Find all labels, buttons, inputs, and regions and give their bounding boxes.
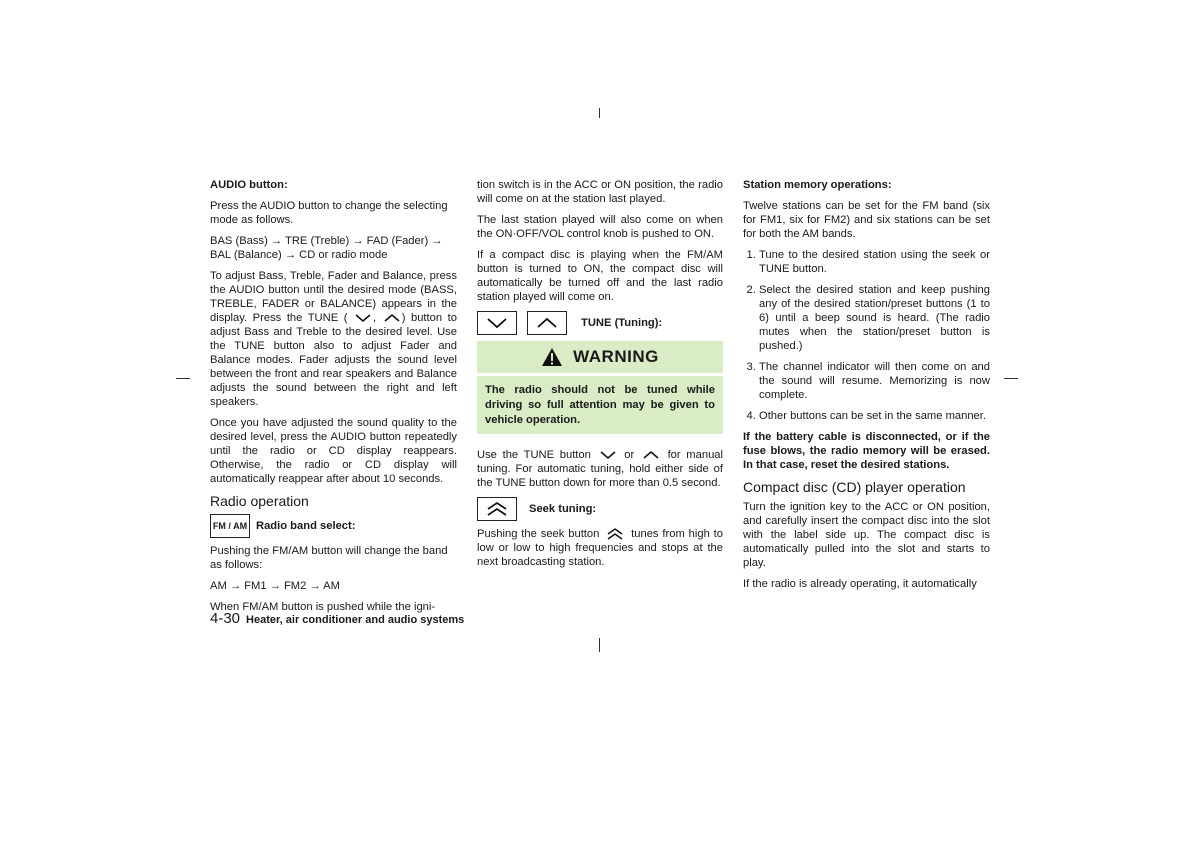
page-footer [210, 610, 464, 627]
band-intro: Pushing the FM/AM button will change the band as follows: [210, 545, 448, 571]
memory-steps-list [743, 248, 990, 423]
section-title: Heater, air conditioner and audio systems [246, 614, 465, 626]
column-left [210, 178, 457, 621]
seek-text-b: tunes from high to low or low to high frequencies and stops at the next broadcasting station. [477, 528, 724, 569]
radio-operation-heading: Radio operation [210, 493, 309, 509]
audio-button-heading: AUDIO button: [210, 179, 288, 191]
list-item: 1. Tune to the desired station using the seek or TUNE button. [759, 248, 990, 276]
list-item: 4. Other buttons can be set in the same manner. [759, 409, 990, 423]
audio-sequence: BAS (Bass) → TRE (Treble) → FAD (Fader) → BAL (Balance) → CD or radio mode [210, 235, 443, 261]
station-memory-heading: Station memory operations: [743, 179, 892, 191]
tune-heading: TUNE (Tuning): [581, 317, 663, 329]
audio-adjust-text-c: ) button to adjust Bass and Treble to the desired level. Use the TUNE button also to adjust Fader and Balance modes. Fader adjusts the sound level between the front and rear speakers and Balance adjusts the sound between the right and left speakers. [210, 312, 457, 408]
battery-note: If the battery cable is disconnected, or if the fuse blows, the radio memory will be erased. In that case, reset the desired stations. [743, 431, 990, 471]
tune-heading-row [477, 311, 723, 335]
seek-paragraph [477, 527, 723, 569]
double-chevron-up-icon [485, 501, 509, 517]
seek-icon [603, 527, 627, 541]
compact-disc-paragraph: If a compact disc is playing when the FM/AM button is turned to ON, the compact disc will automatically be turned off and the last radio station played will come on. [477, 249, 723, 303]
warning-triangle-icon [541, 347, 563, 367]
crop-mark-right [1004, 378, 1018, 379]
chevron-down-icon [485, 316, 509, 330]
tune-up-button-icon [527, 311, 567, 335]
audio-adjust-text-a: To adjust Bass, Treble, Fader and Balance, press the AUDIO button until the desired mode (BASS, TREBLE, FADER or BALANCE) appears in the display. Press the TUNE ( [210, 270, 457, 324]
audio-adjust-paragraph [210, 269, 457, 409]
crop-mark-left [176, 378, 190, 379]
radio-band-select-heading: Radio band select: [256, 520, 356, 532]
page-number: 4-30 [210, 610, 241, 627]
column-right [743, 178, 990, 598]
seek-tuning-heading: Seek tuning: [529, 503, 597, 515]
list-item: 2. Select the desired station and keep pushing any of the desired station/preset buttons (1 to 6) until a beep sound is heard. (The radio mutes when the station/preset button is pushed.) [759, 283, 990, 353]
band-ignition-text: When FM/AM button is pushed while the igni- [210, 601, 436, 613]
list-item: 3. The channel indicator will then come on and the sound will resume. Memorizing is now complete. [759, 360, 990, 402]
warning-title: WARNING [573, 347, 659, 366]
chevron-up-icon [535, 316, 559, 330]
fm-am-button-icon: FM / AM [210, 514, 250, 538]
audio-intro: Press the AUDIO button to change the selecting mode as follows. [210, 200, 448, 226]
station-memory-intro: Twelve stations can be set for the FM band (six for FM1, six for FM2) and six stations can be set for both the AM bands. [743, 200, 990, 240]
column-middle [477, 178, 723, 576]
seek-text-a: Pushing the seek button [477, 528, 600, 540]
audio-reappear-paragraph: Once you have adjusted the sound quality to the desired level, press the AUDIO button repeatedly until the radio or CD display reappears. Otherwise, the radio or CD display will automatically reappear after about 10 seconds. [210, 417, 457, 485]
audio-adjust-text-b: , [373, 312, 377, 324]
crop-mark-bottom [599, 638, 600, 652]
seek-heading-row [477, 497, 723, 521]
radio-band-select-row [210, 514, 457, 538]
cd-auto-paragraph: If the radio is already operating, it automatically [743, 578, 977, 590]
last-station-paragraph: The last station played will also come on when the ON·OFF/VOL control knob is pushed to ON. [477, 214, 723, 240]
tune-down-icon [597, 449, 619, 461]
crop-mark-top [599, 108, 600, 118]
tune-up-icon [382, 312, 402, 324]
manual-tuning-paragraph [477, 448, 723, 490]
cd-insert-paragraph: Turn the ignition key to the ACC or ON position, and carefully insert the compact disc into the slot with the label side up. The compact disc is automatically pulled into the slot and starts to play. [743, 501, 990, 569]
warning-header [477, 341, 723, 373]
seek-button-icon [477, 497, 517, 521]
tune-up-icon [640, 449, 662, 461]
warning-body: The radio should not be tuned while driving so full attention may be given to vehicle operation. [477, 376, 723, 434]
manual-tuning-text-a: Use the TUNE button [477, 449, 591, 461]
tune-down-icon [353, 312, 373, 324]
manual-tuning-text-b: or [624, 449, 635, 461]
ignition-continued: tion switch is in the ACC or ON position, the radio will come on at the station last played. [477, 179, 723, 205]
cd-player-heading: Compact disc (CD) player operation [743, 479, 966, 495]
band-sequence: AM → FM1 → FM2 → AM [210, 580, 340, 592]
manual-tuning-text-c: for manual tuning. For automatic tuning, hold either side of the TUNE button down for more than 0.5 second. [477, 449, 723, 489]
tune-down-button-icon [477, 311, 517, 335]
